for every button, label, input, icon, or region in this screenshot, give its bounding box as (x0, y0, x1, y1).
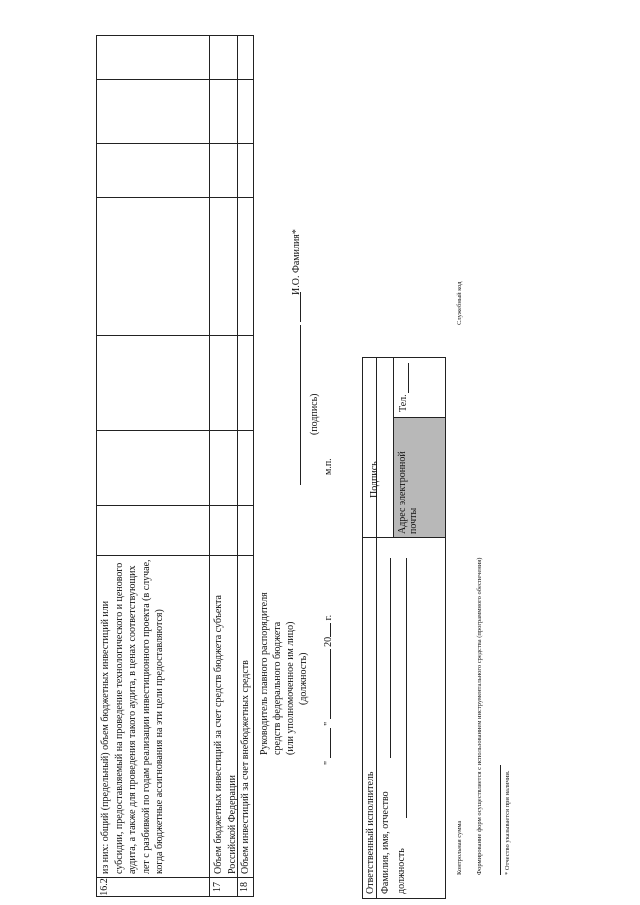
footnote: * Отчество указывается при наличии. (504, 770, 511, 875)
table-row (97, 36, 209, 896)
signature-block (258, 555, 310, 755)
checksum-label: Контрольная сумма (456, 820, 463, 875)
table-row (237, 36, 254, 896)
head-line-2: средств федерального бюджета (272, 621, 283, 755)
position-label: (должность) (298, 652, 309, 705)
phone-label: Тел. (398, 394, 409, 412)
signature-header: Подпись (369, 461, 380, 498)
table-row (209, 36, 238, 896)
head-line-3: (или уполномоченное им лицо) (285, 621, 296, 755)
executor-header: Ответственный исполнитель (365, 771, 376, 894)
date-line: " " 20 г. (323, 614, 334, 765)
row-number: 18 (239, 877, 253, 896)
signature-label: (подпись) (309, 393, 320, 435)
row-text: Объем бюджетных инвестиций за счет средств бюджета субъекта Российской Федерации (213, 595, 238, 874)
executor-position-label: должность (396, 848, 407, 894)
head-line-1: Руководитель главного распорядителя (259, 592, 270, 755)
signature-line (300, 325, 301, 485)
email-label: Адрес электронной почты (397, 451, 419, 534)
row-number: 16.2 (99, 877, 207, 896)
row-text: Объем инвестиций за счет внебюджетных средств (240, 660, 251, 874)
row-number: 17 (212, 877, 236, 896)
executor-fio-label: Фамилия, имя, отчество (380, 791, 391, 894)
service-code-label: Служебный код (456, 281, 463, 325)
executor-table (362, 357, 446, 899)
fio-label: И.О. Фамилия* (291, 229, 302, 295)
row-text: из них: общий (предельный) объем бюджетных инвестиций или субсидии, предоставляемый на проведение технологического и ценового аудита, а также для проведения такого аудита, в ценах соответствующих лет с разбивкой по годам реализации инвестиционного проекта (в случае, когда бюджетные ассигнования на эти цели предоставляются) (100, 559, 165, 874)
stamp-label: м.п. (323, 458, 334, 475)
formation-note: Формирование форм осуществляется с использованием инструментального средства (программного обеспечения) (476, 557, 483, 875)
investment-table (96, 35, 254, 897)
